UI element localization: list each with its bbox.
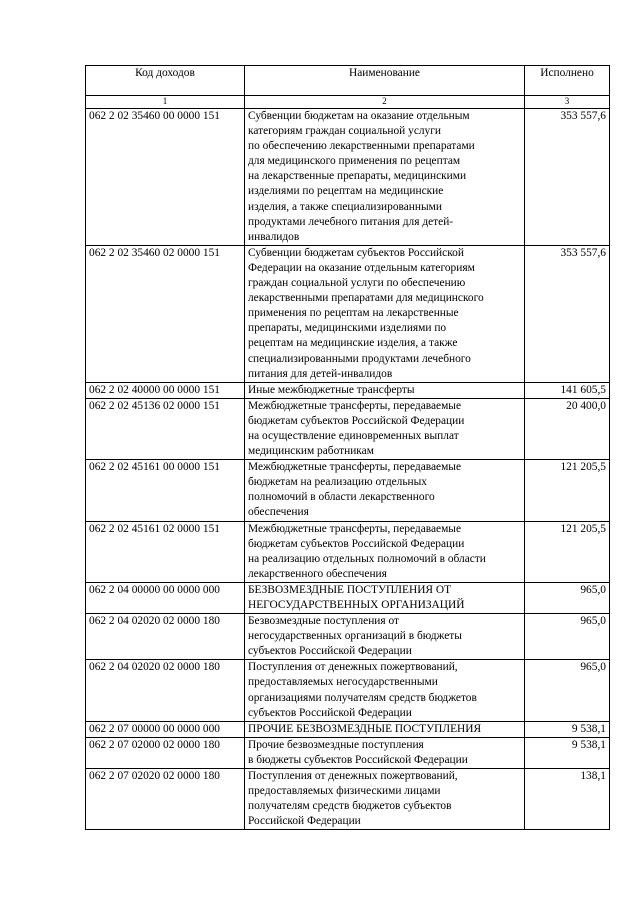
executed-amount: 141 605,5 — [525, 382, 610, 398]
revenue-name-line: Иные межбюджетные трансферты — [248, 383, 415, 396]
executed-amount: 965,0 — [525, 582, 610, 613]
revenue-name-line: предоставляемых физическими лицами — [248, 785, 441, 798]
revenue-name — [245, 614, 525, 660]
revenue-name-line: Безвозмездные поступления от — [248, 615, 400, 628]
revenue-name — [245, 721, 525, 737]
revenue-name-line: применения по рецептам на лекарственные — [248, 307, 459, 320]
executed-amount: 9 538,1 — [525, 721, 610, 737]
header-executed: Исполнено — [525, 66, 610, 96]
revenue-code: 062 2 02 45161 02 0000 151 — [86, 521, 245, 582]
revenue-code: 062 2 04 02020 02 0000 180 — [86, 614, 245, 660]
header-row — [86, 66, 610, 96]
revenue-name-line: в бюджеты субъектов Российской Федерации — [248, 753, 468, 766]
revenue-name-line: лекарственного обеспечения — [248, 567, 387, 580]
revenue-code: 062 2 04 00000 00 0000 000 — [86, 582, 245, 613]
revenue-code: 062 2 02 40000 00 0000 151 — [86, 382, 245, 398]
revenue-name — [245, 245, 525, 382]
revenue-name-line: субъектов Российской Федерации — [248, 645, 412, 658]
revenue-name-line: медицинским работникам — [248, 445, 374, 458]
revenue-name-line: для медицинского применения по рецептам — [248, 155, 461, 168]
revenue-name — [245, 582, 525, 613]
header-code: Код доходов — [86, 66, 245, 96]
revenue-code: 062 2 07 00000 00 0000 000 — [86, 721, 245, 737]
table-body — [86, 109, 610, 830]
revenue-name-line: Межбюджетные трансферты, передаваемые — [248, 399, 462, 412]
revenue-name-line: по обеспечению лекарственными препаратами — [248, 140, 475, 153]
revenue-name-line: организациями получателям средств бюджетов — [248, 691, 477, 704]
revenue-name-line: обеспечения — [248, 506, 309, 519]
executed-amount: 20 400,0 — [525, 398, 610, 459]
revenue-table — [85, 65, 610, 830]
revenue-name-line: субъектов Российской Федерации — [248, 706, 412, 719]
revenue-name-line: лекарственными препаратами для медицинского — [248, 292, 484, 305]
revenue-name-line: инвалидов — [248, 230, 300, 243]
revenue-name-line: изделиями по рецептам на медицинские — [248, 185, 444, 198]
revenue-name-line: Межбюджетные трансферты, передаваемые — [248, 522, 462, 535]
revenue-name-line: бюджетам субъектов Российской Федерации — [248, 414, 465, 427]
revenue-code: 062 2 02 35460 00 0000 151 — [86, 109, 245, 246]
revenue-name-line: бюджетам на реализацию отдельных — [248, 476, 428, 489]
revenue-name-line: Субвенции бюджетам субъектов Российской — [248, 246, 464, 259]
revenue-name — [245, 521, 525, 582]
table-row — [86, 721, 610, 737]
table-row — [86, 382, 610, 398]
executed-amount: 353 557,6 — [525, 109, 610, 246]
revenue-name-line: граждан социальной услуги по обеспечению — [248, 277, 466, 290]
table-row — [86, 737, 610, 768]
revenue-code: 062 2 02 35460 02 0000 151 — [86, 245, 245, 382]
revenue-name-line: Межбюджетные трансферты, передаваемые — [248, 461, 462, 474]
revenue-name-line: негосударственных организаций в бюджеты — [248, 630, 462, 643]
revenue-name-line: на реализацию отдельных полномочий в области — [248, 552, 486, 565]
revenue-name-line: Поступления от денежных пожертвований, — [248, 661, 458, 674]
revenue-name-line: продуктами лечебного питания для детей- — [248, 215, 454, 228]
revenue-name-line: Поступления от денежных пожертвований, — [248, 770, 458, 783]
revenue-name-line: категориям граждан социальной услуги — [248, 125, 442, 138]
executed-amount: 121 205,5 — [525, 460, 610, 521]
table-row — [86, 769, 610, 830]
revenue-name-line: полномочий в области лекарственного — [248, 491, 435, 504]
executed-amount: 121 205,5 — [525, 521, 610, 582]
table-row — [86, 614, 610, 660]
revenue-code: 062 2 07 02000 02 0000 180 — [86, 737, 245, 768]
executed-amount: 965,0 — [525, 614, 610, 660]
table-row — [86, 521, 610, 582]
revenue-name-line: препараты, медицинскими изделиями по — [248, 322, 447, 335]
table-row — [86, 582, 610, 613]
revenue-name-line: специализированными продуктами лечебного — [248, 352, 471, 365]
column-number: 2 — [245, 96, 525, 109]
revenue-name-line: изделия, а также специализированными — [248, 200, 442, 213]
revenue-name — [245, 109, 525, 246]
executed-amount: 353 557,6 — [525, 245, 610, 382]
executed-amount: 9 538,1 — [525, 737, 610, 768]
revenue-name — [245, 769, 525, 830]
table-row — [86, 398, 610, 459]
revenue-name-line: Субвенции бюджетам на оказание отдельным — [248, 110, 470, 122]
revenue-name — [245, 382, 525, 398]
revenue-name-line: БЕЗВОЗМЕЗДНЫЕ ПОСТУПЛЕНИЯ ОТ — [248, 583, 452, 596]
revenue-code: 062 2 02 45161 00 0000 151 — [86, 460, 245, 521]
revenue-name-line: Российской Федерации — [248, 815, 361, 828]
executed-amount: 965,0 — [525, 660, 610, 721]
revenue-name — [245, 398, 525, 459]
revenue-code: 062 2 02 45136 02 0000 151 — [86, 398, 245, 459]
table-row — [86, 660, 610, 721]
table-row — [86, 460, 610, 521]
revenue-code: 062 2 04 02020 02 0000 180 — [86, 660, 245, 721]
revenue-name-line: НЕГОСУДАРСТВЕННЫХ ОРГАНИЗАЦИЙ — [248, 599, 465, 611]
header-name: Наименование — [245, 66, 525, 96]
table-row — [86, 245, 610, 382]
revenue-name-line: Федерации на оказание отдельным категориям — [248, 261, 475, 274]
table-row — [86, 109, 610, 246]
revenue-name-line: ПРОЧИЕ БЕЗВОЗМЕЗДНЫЕ ПОСТУПЛЕНИЯ — [248, 722, 482, 735]
revenue-name-line: бюджетам субъектов Российской Федерации — [248, 537, 465, 550]
revenue-name-line: на лекарственные препараты, медицинскими — [248, 170, 467, 183]
revenue-name — [245, 737, 525, 768]
revenue-name-line: Прочие безвозмездные поступления — [248, 738, 424, 751]
revenue-name — [245, 460, 525, 521]
revenue-name-line: питания для детей-инвалидов — [248, 367, 393, 380]
column-number: 3 — [525, 96, 610, 109]
revenue-name-line: получателям средств бюджетов субъектов — [248, 800, 452, 813]
revenue-code: 062 2 07 02020 02 0000 180 — [86, 769, 245, 830]
revenue-name-line: предоставляемых негосударственными — [248, 676, 438, 689]
revenue-name-line: рецептам на медицинские изделия, а также — [248, 337, 458, 350]
column-number: 1 — [86, 96, 245, 109]
revenue-name-line: на осуществление единовременных выплат — [248, 429, 459, 442]
column-number-row — [86, 96, 610, 109]
executed-amount: 138,1 — [525, 769, 610, 830]
revenue-name — [245, 660, 525, 721]
